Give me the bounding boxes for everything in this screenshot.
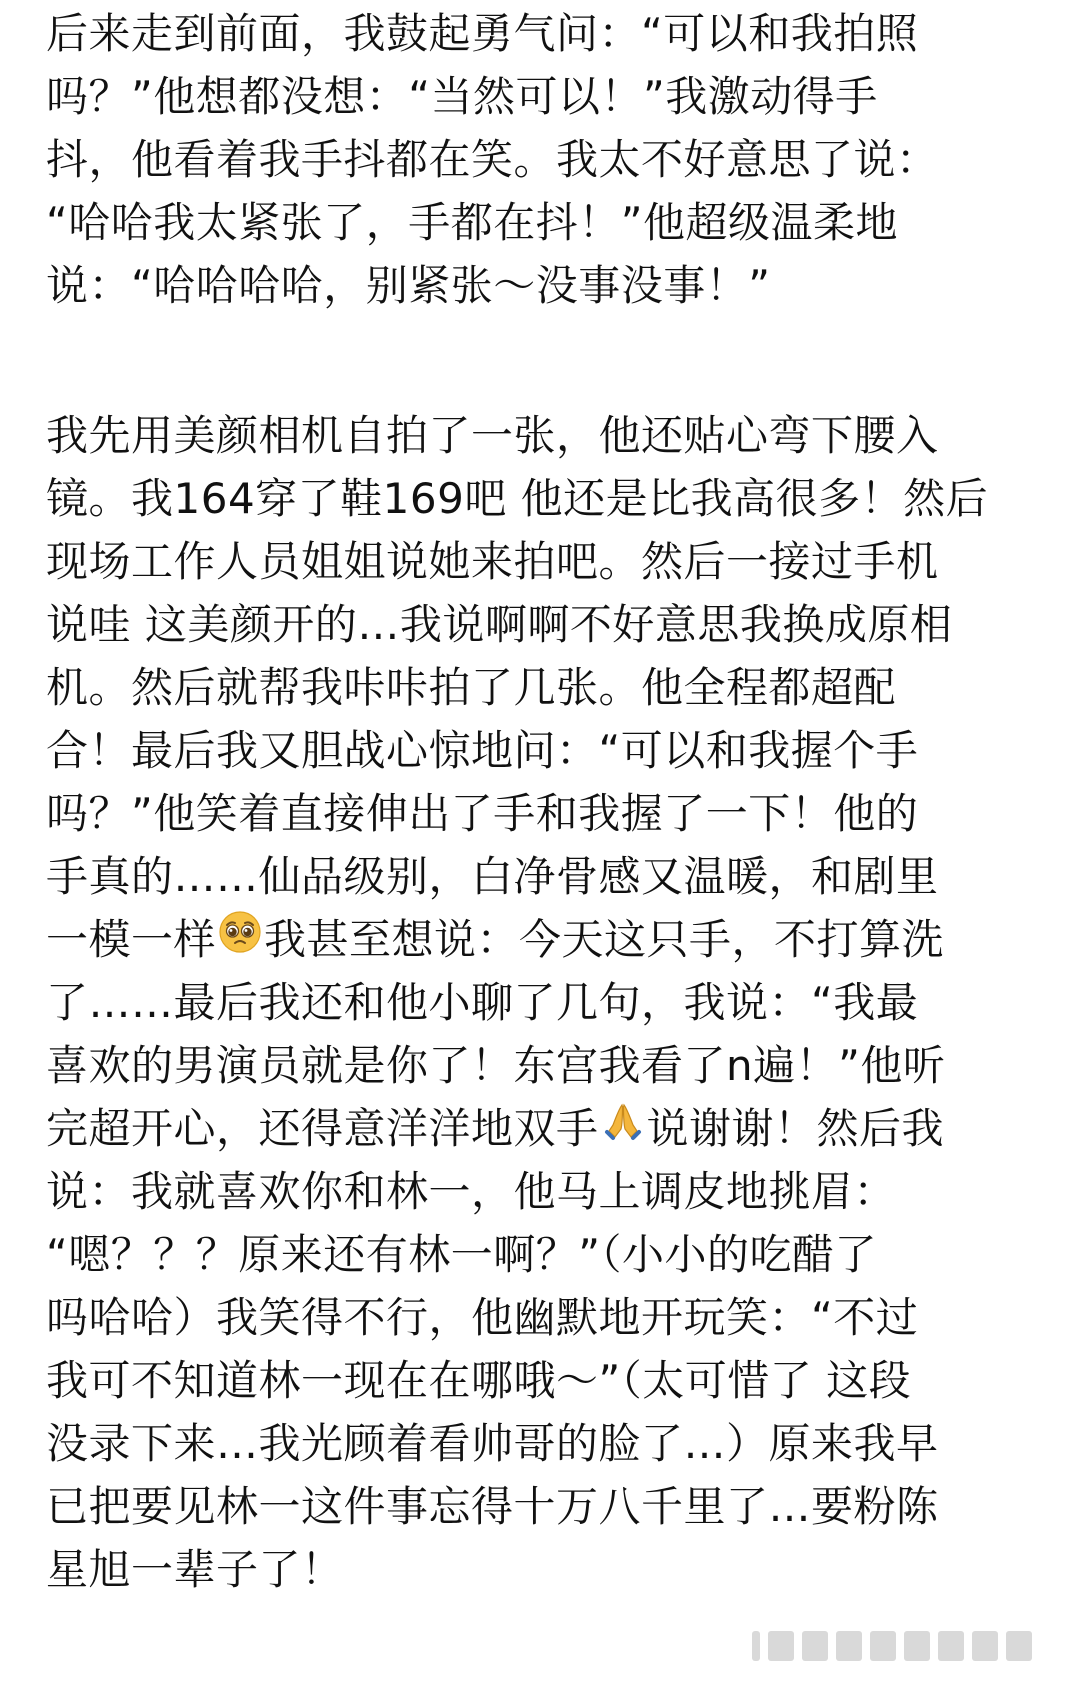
watermark-mark <box>870 1631 896 1661</box>
watermark-mark <box>802 1631 828 1661</box>
text-line: 星旭一辈子了！ <box>46 1545 344 1594</box>
watermark-mark <box>938 1631 964 1661</box>
paragraph-1 <box>46 2 1046 317</box>
text-line: 吗？”他笑着直接伸出了手和我握了一下！他的 <box>46 789 919 838</box>
text-segment: 说谢谢！然后我 <box>646 1104 945 1153</box>
text-line: 镜。我164穿了鞋169吧 他还是比我高很多！然后 <box>46 474 989 523</box>
text-line: 合！最后我又胆战心惊地问：“可以和我握个手 <box>46 726 919 775</box>
text-line: 说：“哈哈哈哈，别紧张～没事没事！” <box>46 261 771 310</box>
text-line: 了……最后我还和他小聊了几句，我说：“我最 <box>46 978 919 1027</box>
watermark <box>752 1631 1032 1661</box>
text-line: 现场工作人员姐姐说她来拍吧。然后一接过手机 <box>46 537 939 586</box>
pleading-face-emoji-icon <box>218 908 262 971</box>
text-line: 吗哈哈）我笑得不行，他幽默地开玩笑：“不过 <box>46 1293 919 1342</box>
text-line: 吗？”他想都没想：“当然可以！”我激动得手 <box>46 72 878 121</box>
text-line: 机。然后就帮我咔咔拍了几张。他全程都超配 <box>46 663 897 712</box>
text-segment: 完超开心，还得意洋洋地双手 <box>46 1104 599 1153</box>
watermark-mark <box>768 1631 794 1661</box>
text-line: 手真的……仙品级别，白净骨感又温暖，和剧里 <box>46 852 939 901</box>
text-line: 抖，他看着我手抖都在笑。我太不好意思了说： <box>46 135 939 184</box>
watermark-mark <box>752 1631 760 1661</box>
text-line: 说哇 这美颜开的…我说啊啊不好意思我换成原相 <box>46 600 953 649</box>
text-line: 喜欢的男演员就是你了！东宫我看了n遍！”他听 <box>46 1041 946 1090</box>
text-line-with-emoji <box>46 908 1046 971</box>
text-segment: 一模一样 <box>46 915 217 964</box>
text-line: 没录下来…我光顾着看帅哥的脸了…）原来我早 <box>46 1419 939 1468</box>
text-line: 我可不知道林一现在在哪哦～”（太可惜了 这段 <box>46 1356 912 1405</box>
text-line: 我先用美颜相机自拍了一张，他还贴心弯下腰入 <box>46 411 939 460</box>
watermark-mark <box>972 1631 998 1661</box>
folded-hands-emoji-icon <box>601 1097 645 1160</box>
watermark-mark <box>904 1631 930 1661</box>
text-line: 已把要见林一这件事忘得十万八千里了…要粉陈 <box>46 1482 939 1531</box>
text-line: 说：我就喜欢你和林一，他马上调皮地挑眉： <box>46 1167 897 1216</box>
paragraph-2 <box>46 404 1046 1601</box>
watermark-mark <box>1006 1631 1032 1661</box>
text-segment: 我甚至想说：今天这只手，不打算洗 <box>264 915 945 964</box>
text-line-with-emoji <box>46 1097 1046 1160</box>
text-line: 后来走到前面，我鼓起勇气问：“可以和我拍照 <box>46 9 919 58</box>
watermark-mark <box>836 1631 862 1661</box>
text-line: “哈哈我太紧张了，手都在抖！”他超级温柔地 <box>46 198 899 247</box>
text-line: “嗯？？？原来还有林一啊？”（小小的吃醋了 <box>46 1230 878 1279</box>
